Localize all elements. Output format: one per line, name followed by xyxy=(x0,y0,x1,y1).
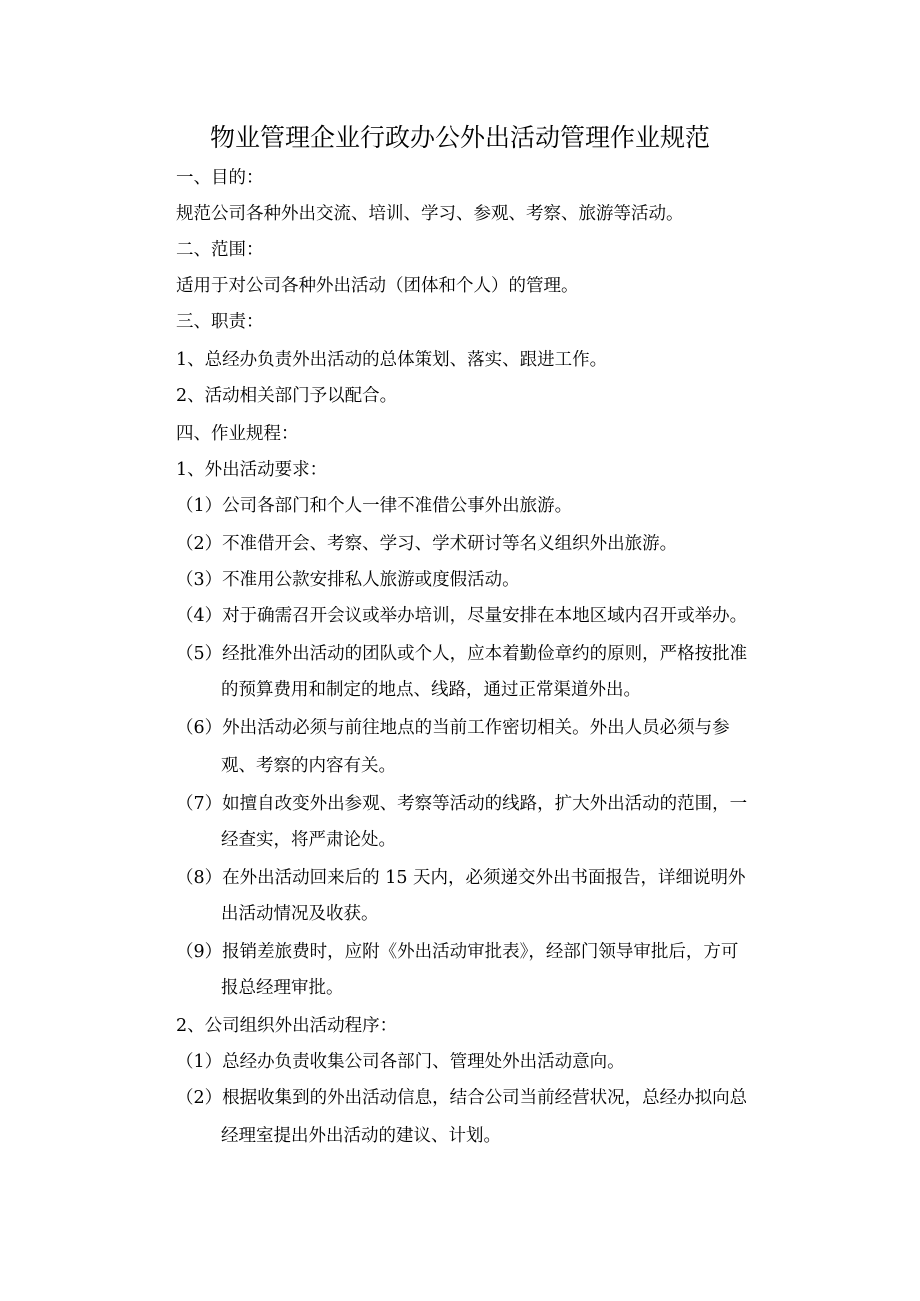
item-text: 对于确需召开会议或举办培训，尽量安排在本地区域内召开或举办。 xyxy=(222,606,748,626)
item-text: 总经办负责收集公司各部门、管理处外出活动意向。 xyxy=(222,1052,625,1072)
scope-text: 适用于对公司各种外出活动（团体和个人）的管理。 xyxy=(176,276,579,296)
item-number: （5） xyxy=(176,644,223,664)
organize-heading: 2、公司组织外出活动程序： xyxy=(176,1016,398,1036)
item-text: 根据收集到的外出活动信息，结合公司当前经营状况，总经办拟向总 xyxy=(222,1088,748,1108)
duty-heading: 三、职责： xyxy=(176,312,264,332)
duty-item-2: 2、活动相关部门予以配合。 xyxy=(176,386,398,406)
requirement-item xyxy=(176,603,747,629)
item-number: （7） xyxy=(176,794,223,814)
item-text: 报销差旅费时，应附《外出活动审批表》，经部门领导审批后，方可 xyxy=(222,942,739,962)
item-number: （2） xyxy=(176,534,223,554)
item-number: （1） xyxy=(176,1052,223,1072)
item-number: （2） xyxy=(176,1088,223,1108)
duty-item-1: 1、总经办负责外出活动的总体策划、落实、跟进工作。 xyxy=(176,350,608,370)
item-text-continued: 经理室提出外出活动的建议、计划。 xyxy=(221,1126,501,1146)
item-number: （4） xyxy=(176,606,223,626)
item-text: 外出活动必须与前往地点的当前工作密切相关。外出人员必须与参 xyxy=(222,718,730,738)
item-number: （3） xyxy=(176,570,223,590)
procedure-heading: 四、作业规程： xyxy=(176,424,299,444)
requirement-item xyxy=(176,493,572,519)
item-text: 经批准外出活动的团队或个人，应本着勤俭章约的原则，严格按批准 xyxy=(222,644,748,664)
item-text: 公司各部门和个人一律不准借公事外出旅游。 xyxy=(222,496,573,516)
requirement-item xyxy=(176,791,747,817)
item-text-continued: 报总经理审批。 xyxy=(221,978,344,998)
organize-item xyxy=(176,1085,747,1111)
item-text-continued: 出活动情况及收获。 xyxy=(221,904,379,924)
scope-heading: 二、范围： xyxy=(176,240,264,260)
requirement-item xyxy=(176,865,746,891)
item-text: 在外出活动回来后的 15 天内，必须递交外出书面报告，详细说明外 xyxy=(222,868,746,888)
item-text: 如擅自改变外出参观、考察等活动的线路，扩大外出活动的范围，一 xyxy=(222,794,748,814)
requirement-item xyxy=(176,641,747,667)
purpose-text: 规范公司各种外出交流、培训、学习、参观、考察、旅游等活动。 xyxy=(176,204,684,224)
requirement-item xyxy=(176,531,677,557)
item-number: （1） xyxy=(176,496,223,516)
organize-item xyxy=(176,1049,625,1075)
requirement-item xyxy=(176,567,520,593)
item-text: 不准用公款安排私人旅游或度假活动。 xyxy=(222,570,520,590)
item-number: （9） xyxy=(176,942,223,962)
requirement-item xyxy=(176,939,738,965)
item-text-continued: 观、考察的内容有关。 xyxy=(221,756,396,776)
item-number: （6） xyxy=(176,718,223,738)
purpose-heading: 一、目的： xyxy=(176,168,264,188)
item-text-continued: 的预算费用和制定的地点、线路，通过正常渠道外出。 xyxy=(221,680,641,700)
item-text: 不准借开会、考察、学习、学术研讨等名义组织外出旅游。 xyxy=(222,534,678,554)
document-title: 物业管理企业行政办公外出活动管理作业规范 xyxy=(209,123,710,152)
requirements-heading: 1、外出活动要求： xyxy=(176,460,328,480)
item-number: （8） xyxy=(176,868,223,888)
item-text-continued: 经查实，将严肃论处。 xyxy=(221,830,396,850)
requirement-item xyxy=(176,715,730,741)
